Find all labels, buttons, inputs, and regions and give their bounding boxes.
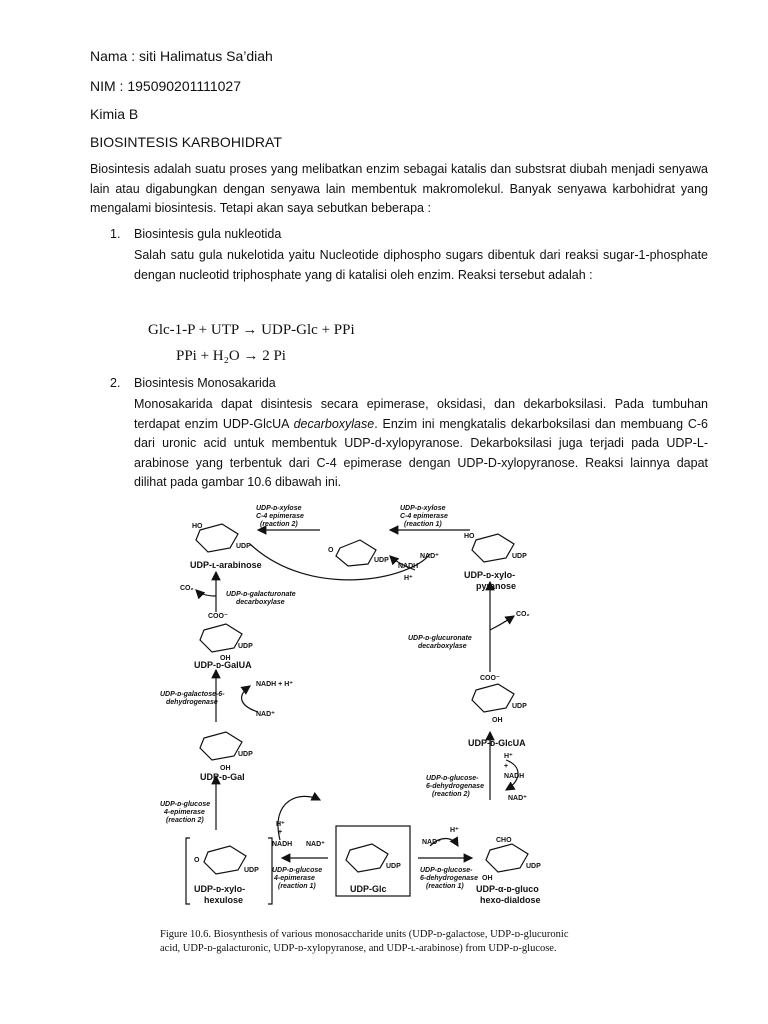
arrow-co2-left (196, 590, 216, 596)
sub-udp-gal: UDP (238, 751, 253, 758)
sub-cooh-glcua: COO⁻ (480, 675, 500, 682)
species-nadh-right: NADH (504, 773, 525, 780)
label-hexulose-2: hexulose (204, 895, 244, 905)
sub-ho-xylose: HO (464, 533, 475, 540)
sub-oh-glcua: OH (492, 717, 503, 724)
enzyme-galacturonate-decarb-2: decarboxylase (236, 599, 285, 606)
arrow-nad-nadh-left (242, 686, 258, 712)
label-udp-d-xylopyranose-1: UDP-ᴅ-xylo- (464, 570, 516, 580)
enzyme-glucose-epim1-1: UDP-ᴅ-glucose (272, 867, 323, 874)
figure-caption: Figure 10.6. Biosynthesis of various monosaccharide units (UDP-ᴅ-galactose, UDP-ᴅ-glucuronic acid, UDP-ᴅ-galacturonic, UDP-ᴅ-xylopyranose, and UDP-ʟ-arabinose) from UDP-ᴅ-glucose. (160, 929, 569, 954)
sub-udp-galua: UDP (238, 643, 253, 650)
enzyme-glucose-dh1-1: UDP-ᴅ-glucose- (420, 867, 473, 874)
sub-udp-glcua: UDP (512, 703, 527, 710)
section2-body-italic: decarboxylase (293, 416, 375, 431)
enzyme-xylose-epim1-2: C-4 epimerase (400, 513, 448, 520)
species-nadh-left: NADH (272, 841, 293, 848)
equation-2: PPi + H₂O → 2 Pi (176, 348, 286, 364)
sub-udp-glc: UDP (386, 863, 401, 870)
species-nad-top: NAD⁺ (420, 553, 439, 560)
label-hexulose-1: UDP-ᴅ-xylo- (194, 884, 246, 894)
sub-udp-top: UDP (374, 557, 389, 564)
arrow-curved-top (250, 544, 430, 580)
equation-1: Glc-1-P + UTP → UDP-Glc + PPi (148, 322, 355, 338)
label-udp-d-glcua: UDP-ᴅ-GlcUA (468, 738, 526, 748)
enzyme-glucose-epim1-3: (reaction 1) (278, 883, 316, 890)
sub-oh-galua: OH (220, 655, 231, 662)
species-plus-right: + (504, 763, 509, 770)
species-h-top: H⁺ (404, 575, 413, 582)
enzyme-glucose-dh2-3: (reaction 2) (432, 791, 470, 798)
species-nad-right: NAD⁺ (508, 795, 527, 802)
enzyme-galacturonate-decarb-1: UDP-ᴅ-galacturonate (226, 591, 296, 598)
ring-udp-d-gal (200, 732, 242, 760)
species-co2-right: CO₂ (516, 611, 530, 618)
sub-udp-dialdose: UDP (526, 863, 541, 870)
ring-udp-glc (346, 844, 388, 872)
class-name: Kimia B (90, 106, 139, 122)
ring-udp-d-glcua (472, 684, 514, 712)
sub-oh-gal: OH (220, 765, 231, 772)
label-udp-glc: UDP-Glc (350, 884, 387, 894)
sub-cho-dialdose: CHO (496, 837, 512, 844)
species-nadh-h-left: NADH + H⁺ (256, 681, 293, 688)
enzyme-glucose-epim2-2: 4-epimerase (164, 809, 205, 816)
species-nad-mid-right: NAD⁺ (422, 839, 441, 846)
enzyme-glucose-epim2-3: (reaction 2) (166, 817, 204, 824)
sub-udp-arabinose: UDP (236, 543, 251, 550)
sub-o-top: O (328, 547, 334, 554)
species-nad-mid-left: NAD⁺ (306, 841, 325, 848)
sub-udp-xylose: UDP (512, 553, 527, 560)
ring-hexulose (204, 846, 246, 874)
enzyme-glucose-dh1-3: (reaction 1) (426, 883, 464, 890)
species-h-mid-right: H⁺ (450, 827, 459, 834)
ring-udp-d-galua (200, 624, 242, 652)
student-name: Nama : siti Halimatus Sa’diah (90, 48, 273, 64)
document-title: BIOSINTESIS KARBOHIDRAT (90, 134, 282, 150)
ring-dialdose (486, 844, 528, 872)
section1-number: 1. (110, 227, 121, 241)
ring-udp-d-xylopyranose (472, 534, 514, 562)
sub-o-hexulose: O (194, 857, 200, 864)
enzyme-glucose-dh2-1: UDP-ᴅ-glucose- (426, 775, 479, 782)
sub-udp-hexulose: UDP (244, 867, 259, 874)
enzyme-xylose-epim2-2: C-4 epimerase (256, 513, 304, 520)
species-nad-left: NAD⁺ (256, 711, 275, 718)
sub-ho-arabinose: HO (192, 523, 203, 530)
hexulose-bracket-left (186, 838, 190, 904)
enzyme-galactose-dh-2: dehydrogenase (166, 699, 218, 706)
section2-body (134, 395, 708, 493)
enzyme-glucuronate-decarb-1: UDP-ᴅ-glucuronate (408, 635, 472, 642)
label-udp-d-galua: UDP-ᴅ-GalUA (194, 660, 252, 670)
section2-number: 2. (110, 376, 121, 390)
section1-title: Biosintesis gula nukleotida (134, 227, 282, 241)
species-co2-left: CO₂ (180, 585, 194, 592)
enzyme-xylose-epim1-1: UDP-ᴅ-xylose (400, 505, 446, 512)
enzyme-glucuronate-decarb-2: decarboxylase (418, 643, 467, 650)
section1-body: Salah satu gula nukelotida yaitu Nucleotide diphospho sugars dibentuk dari reaksi sugar-1-phosphate dengan nucleotid triphosphate yang di katalisi oleh enzim. Reaksi tersebut adalah : (134, 248, 708, 282)
enzyme-xylose-epim2-1: UDP-ᴅ-xylose (256, 505, 302, 512)
enzyme-xylose-epim2-3: (reaction 2) (260, 521, 298, 528)
sub-oh-dialdose: OH (482, 875, 493, 882)
species-plus-left: + (278, 829, 283, 836)
section2-body-part1: Monosakarida dapat disintesis secara epimerase, oksidasi, dan dekarboksilasi. Pada tumbuhan terdapat enzim UDP-GlcUA (134, 397, 708, 431)
student-nim: NIM : 195090201111027 (90, 78, 242, 94)
intro-paragraph: Biosintesis adalah suatu proses yang melibatkan enzim sebagai katalis dan substsrat diubah menjadi senyawa lain atau digabungkan dengan senyawa lain membentuk makromolekul. Banyak senyawa karbohidrat yang mengalami biosintesis. Tetapi akan saya sebutkan beberapa : (90, 162, 708, 215)
species-h-left: H⁺ (276, 821, 285, 828)
label-udp-d-xylopyranose-2: pyranose (476, 581, 517, 591)
section2-title: Biosintesis Monosakarida (134, 376, 276, 390)
enzyme-glucose-dh2-2: 6-dehydrogenase (426, 783, 484, 790)
biosynthesis-figure (160, 500, 580, 930)
enzyme-glucose-dh1-2: 6-dehydrogenase (420, 875, 478, 882)
label-dialdose-2: hexo-dialdose (480, 895, 541, 905)
label-udp-l-arabinose: UDP-ʟ-arabinose (190, 560, 262, 570)
label-udp-d-gal: UDP-ᴅ-Gal (200, 772, 245, 782)
arrow-nadh-cycle-left (278, 796, 320, 840)
enzyme-glucose-epim1-2: 4-epimerase (274, 875, 315, 882)
enzyme-galactose-dh-1: UDP-ᴅ-galactose-6- (160, 691, 225, 698)
section2-body-part2: . Enzim ini mengkatalis dekarboksilasi dan membuang C-6 dari uronic acid untuk membentuk UDP-d-xylopyranose. Dekarboksilasi juga terjadi pada UDP-L-arabinose yang terbentuk dari C-4 epimerase dengan UDP-D-xylopyranose. Reaksi lainnya dapat dilihat pada gambar 10.6 dibawah ini. (134, 416, 708, 489)
species-nadh-top: NADH (398, 563, 419, 570)
species-h-right: H⁺ (504, 753, 513, 760)
label-dialdose-1: UDP-α-ᴅ-gluco (476, 884, 539, 894)
ring-intermediate-top (336, 540, 376, 566)
sub-cooh-galua: COO⁻ (208, 613, 228, 620)
enzyme-glucose-epim2-1: UDP-ᴅ-glucose (160, 801, 211, 808)
arrow-co2-right (490, 616, 514, 630)
enzyme-xylose-epim1-3: (reaction 1) (404, 521, 442, 528)
